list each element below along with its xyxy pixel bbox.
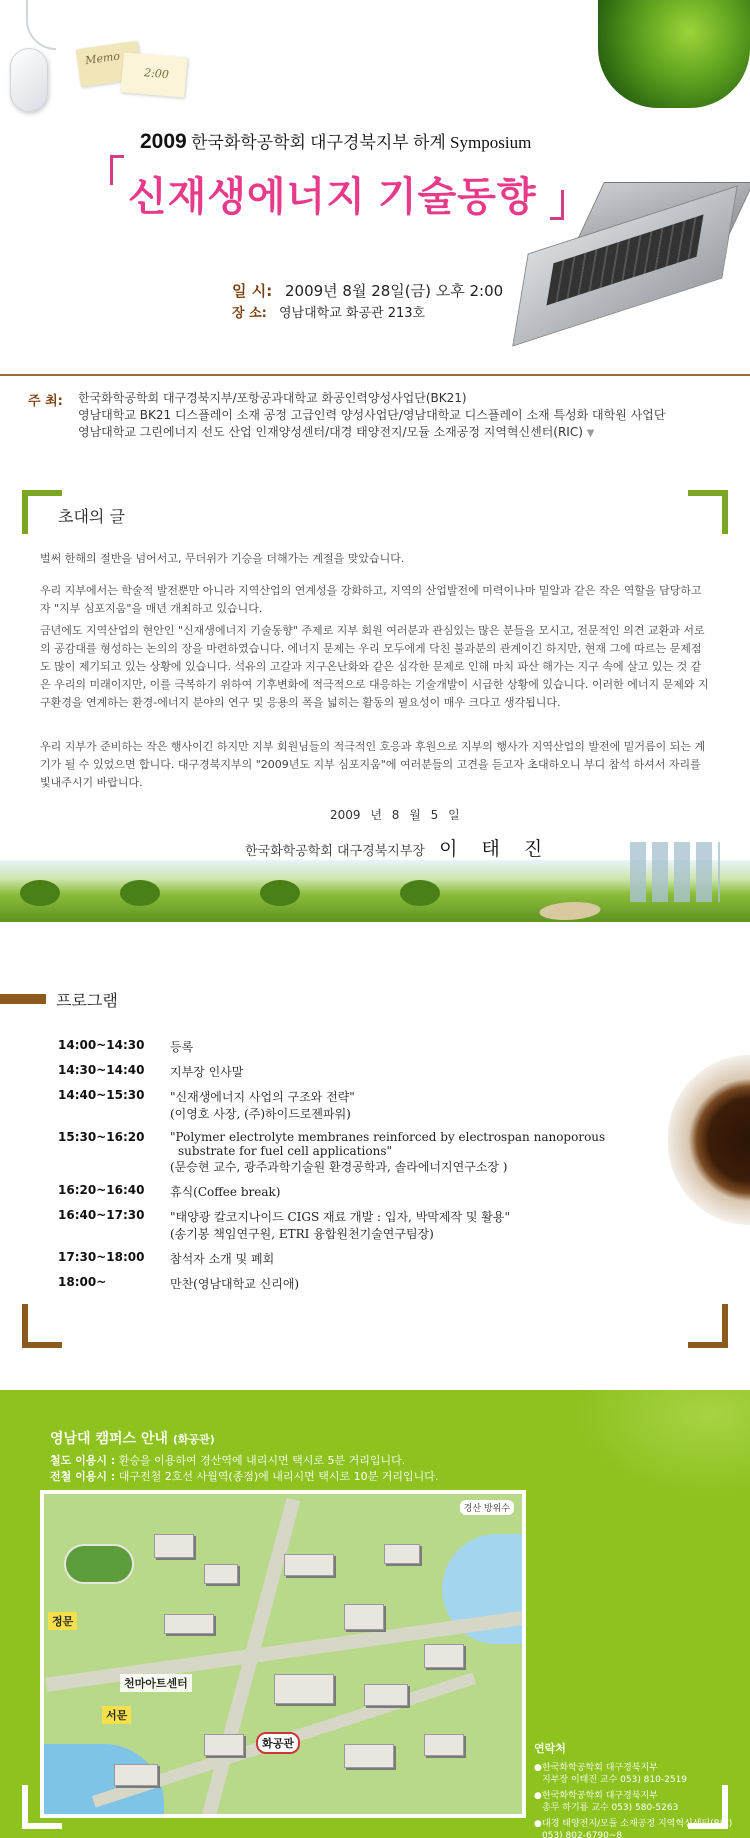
program-line: (송기봉 책임연구원, ETRI 융합원천기술연구팀장): [170, 1227, 434, 1241]
map-building: [284, 1554, 334, 1576]
signature-name: 이 태 진: [439, 838, 552, 860]
contact-org: 한국화학공학회 대구경북지부: [542, 1791, 658, 1801]
map-label-west-gate: 서문: [102, 1706, 131, 1724]
map-building: [204, 1564, 238, 1584]
campus-map-image[interactable]: [40, 1490, 526, 1818]
rail-label: 철도 이용시 :: [50, 1454, 116, 1467]
direction-subway: [50, 1468, 438, 1484]
program-line: (문승현 교수, 광주과학기술원 환경공학과, 솔라에너지연구소장 ): [170, 1160, 508, 1174]
map-label-east-gate: 정문: [48, 1612, 77, 1630]
program-desc: [170, 1088, 658, 1122]
map-legend: 경산 방위수: [460, 1500, 514, 1515]
corner-bracket-top-left: [22, 490, 62, 534]
mouse-cord: [26, 0, 56, 50]
main-title: 신재생에너지 기술동향: [128, 175, 537, 219]
program-time: 14:40~15:30: [58, 1088, 145, 1102]
program-line: "Polymer electrolyte membranes reinforced by electrospan nanoporous: [170, 1130, 606, 1144]
map-building: [274, 1674, 334, 1704]
bullet-icon: ●: [534, 1763, 542, 1773]
decorative-swirl: [550, 1390, 750, 1510]
campus-guide-title-sub: (화공관): [172, 1433, 215, 1446]
contact-detail: 지부장 이태진 교수 053) 810-2519: [542, 1775, 688, 1785]
signature-org: 한국화학공학회 대구경북지부장: [245, 844, 425, 859]
program-bar-icon: [0, 994, 46, 1004]
memo-note: Memo: [76, 41, 143, 87]
invitation-date: 2009 년 8 월 5 일: [330, 808, 460, 822]
map-building: [344, 1744, 394, 1768]
contact-title: 연락처: [534, 1742, 566, 1755]
program-item: [58, 1088, 658, 1122]
subway-text: 대구전철 2호선 사월역(종점)에 내리시면 택시로 10분 거리입니다.: [118, 1470, 439, 1483]
bullet-icon: ●: [534, 1791, 542, 1801]
program-desc: [170, 1208, 658, 1242]
caret-down-icon: ▼: [586, 428, 595, 439]
campus-guide-title-text: 영남대 캠퍼스 안내: [50, 1431, 168, 1447]
program-desc: [170, 1063, 658, 1080]
program-item: [58, 1183, 658, 1200]
landscape-image: [0, 860, 750, 922]
contact-org: 한국화학공학회 대구경북지부: [542, 1763, 658, 1773]
contact-detail: 총무 하기룡 교수 053) 580-5263: [542, 1803, 679, 1813]
program-time: 16:20~16:40: [58, 1183, 145, 1197]
place-value: 영남대학교 화공관 213호: [278, 306, 426, 321]
date-label: 일 시:: [232, 282, 273, 300]
program-line: 지부장 인사말: [170, 1065, 244, 1079]
program-line: "신재생에너지 사업의 구조와 전략": [170, 1090, 355, 1104]
program-line: (이영호 사장, (주)하이드로젠파워): [170, 1107, 351, 1121]
contact-detail: 053) 802-6790~8: [542, 1831, 623, 1838]
program-line: "태양광 칼코지나이드 CIGS 재료 개발 : 입자, 박막제작 및 활용": [170, 1210, 510, 1224]
header: [0, 0, 750, 365]
host-line: 한국화학공학회 대구경북지부/포항공과대학교 화공인력양성사업단(BK21): [78, 391, 467, 405]
mouse-image: [10, 48, 48, 112]
rail-text: 환승을 이용하여 경산역에 내리시면 택시로 5분 거리입니다.: [118, 1454, 406, 1467]
map-building: [344, 1604, 384, 1630]
map-building: [154, 1534, 194, 1558]
invitation-signature: [245, 834, 551, 861]
map-building: [424, 1644, 464, 1668]
event-subtitle: [140, 128, 531, 154]
program-item: [58, 1275, 658, 1292]
program-time: 17:30~18:00: [58, 1250, 145, 1264]
program-item: [58, 1063, 658, 1080]
program-time: 14:00~14:30: [58, 1038, 145, 1052]
program-line: 참석자 소개 및 폐회: [170, 1252, 275, 1266]
coffee-cup-image: [668, 1055, 750, 1225]
corner-bracket-bottom-left: [22, 1304, 62, 1348]
bullet-icon: ●: [534, 1819, 542, 1829]
program-line: 만찬(영남대학교 신리애): [170, 1277, 300, 1291]
map-field: [64, 1544, 134, 1584]
map-building: [114, 1764, 158, 1786]
map-building: [164, 1614, 214, 1634]
corner-bracket-bottom-right: [688, 1304, 728, 1348]
corner-bracket-bottom-right: [688, 1785, 728, 1829]
plant-image: [598, 0, 750, 108]
program-desc: [170, 1038, 658, 1055]
invitation-paragraph: 우리 지부에서는 학술적 발전뿐만 아니라 지역산업의 연계성을 강화하고, 지역의 산업발전에 미력이나마 밑알과 같은 작은 역할을 담당하고자 "지부 심포지움"을 매년 개최하고 있습니다.: [40, 584, 702, 615]
corner-bracket-bottom-left: [22, 1785, 62, 1829]
subtitle-year: 2009: [140, 130, 187, 153]
date-value: 2009년 8월 28일(금) 오후 2:00: [284, 282, 504, 300]
program-time: 16:40~17:30: [58, 1208, 145, 1222]
subway-label: 전철 이용시 :: [50, 1470, 116, 1483]
place-label: 장 소:: [232, 306, 267, 321]
corner-bracket-top-right: [688, 490, 728, 534]
program-time: 14:30~14:40: [58, 1063, 145, 1077]
program-desc: [170, 1250, 658, 1267]
laptop-image: [520, 182, 745, 317]
header-divider: [0, 374, 750, 376]
map-building: [384, 1544, 420, 1564]
map-label-hall: 화공관: [256, 1732, 300, 1754]
program-line: 등록: [170, 1040, 194, 1054]
program-desc: [170, 1183, 658, 1200]
map-building: [204, 1734, 244, 1756]
campus-guide-section: [0, 1390, 750, 1838]
program-time: 15:30~16:20: [58, 1130, 145, 1144]
invitation-title: 초대의 글: [58, 507, 125, 526]
invitation-paragraph: 금년에도 지역산업의 현안인 "신재생에너지 기술동향" 주제로 지부 회원 여러분과 관심있는 많은 분들을 모시고, 전문적인 의견 교환과 서로의 공감대를 형성하는 논의의 장을 마련하였습니다. 에너지 문제는 우리 모두에게 닥친 불과분의 관계이긴 하지만, 현재 그에 따르는 문제점도 많이 제기되고 있는 상황에 있습니다. 석유의 고갈과 지구온난화와 같은 심각한 문제로 인해 마치 파산 해가는 지구 속에 살고 있는 것 같은 우리의 미래이지만, 이를 극복하기 위하여 기후변화에 적극적으로 대응하는 기술개발이 시급한 상황에 있습니다. 이러한 에너지 문제와 지구환경을 연계하는 환경-에너지 분야의 연구 및 응용의 폭을 넓히는 활동의 필요성이 매우 크다고 생각됩니다.: [40, 624, 709, 709]
program-list: [58, 1038, 658, 1292]
map-building: [424, 1734, 464, 1756]
program-item: [58, 1250, 658, 1267]
contact-org: 대경 태양전지/모듈 소재공정 지역혁신센터(RIC): [542, 1819, 733, 1829]
memo-note-time: 2:00: [120, 52, 187, 97]
direction-rail: [50, 1452, 405, 1468]
hosts-label: 주 최:: [28, 394, 63, 409]
program-desc: [170, 1275, 658, 1292]
hosts-list: [78, 390, 665, 442]
program-item: [58, 1130, 658, 1175]
host-line: 영남대학교 BK21 디스플레이 소재 공정 고급인력 양성사업단/영남대학교 디스플레이 소재 특성화 대학원 사업단: [78, 408, 666, 422]
event-place: [232, 302, 425, 321]
program-line: substrate for fuel cell applications": [178, 1144, 392, 1158]
subtitle-text: 한국화학공학회 대구경북지부 하계 Symposium: [190, 133, 532, 152]
host-line-text: 영남대학교 그린에너지 선도 산업 인재양성센터/대경 태양전지/모듈 소재공정 지역혁신센터(RIC): [78, 425, 583, 439]
program-title: 프로그램: [56, 991, 118, 1010]
campus-guide-title: [50, 1428, 215, 1448]
program-item: [58, 1038, 658, 1055]
event-date: [232, 280, 503, 301]
program-line: 휴식(Coffee break): [170, 1185, 281, 1199]
map-building: [364, 1684, 408, 1706]
invitation-paragraph: 벌써 한해의 절반을 넘어서고, 무더위가 기승을 더해가는 계절을 맞았습니다.: [40, 552, 405, 565]
contact-item: [534, 1762, 744, 1786]
invitation-paragraph: 우리 지부가 준비하는 작은 행사이긴 하지만 지부 회원님들의 적극적인 호응과 후원으로 지부의 행사가 지역산업의 발전에 밑거름이 되는 계기가 될 수 있었으면 합니다. 대구경북지부의 "2009년도 지부 심포지움"에 여러분들의 고견을 듣고자 초대하오니 부디 참석 하셔서 자리를 빛내주시기 바랍니다.: [40, 740, 706, 789]
map-label-center: 천마아트센터: [120, 1674, 192, 1692]
program-desc: [170, 1130, 658, 1175]
host-line: [78, 424, 665, 442]
title-bracket-left: [110, 155, 124, 185]
program-time: 18:00~: [58, 1275, 107, 1289]
program-item: [58, 1208, 658, 1242]
